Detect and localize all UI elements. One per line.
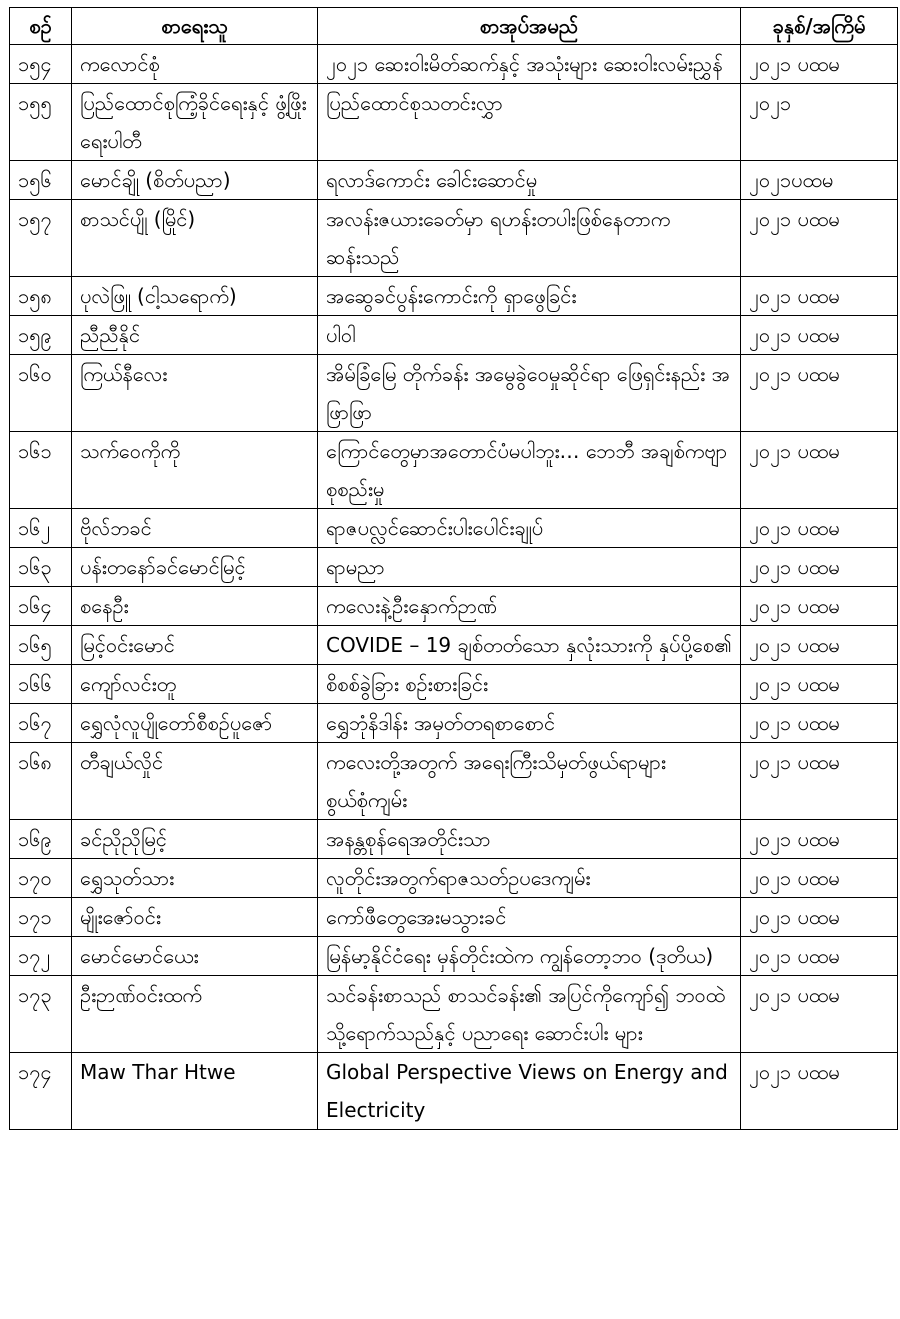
row-title: ပါဝါ — [318, 316, 741, 355]
row-number: ၁၅၅ — [10, 84, 72, 161]
row-author: မြင့်ဝင်းမောင် — [72, 626, 318, 665]
row-author: ပန်းတနော်ခင်မောင်မြင့် — [72, 548, 318, 587]
table-row — [10, 587, 898, 626]
row-edition: ၂၀၂၁ ပထမ — [741, 937, 898, 976]
row-author: Maw Thar Htwe — [72, 1053, 318, 1130]
row-edition: ၂၀၂၁ ပထမ — [741, 626, 898, 665]
row-author: တီချယ်လှိုင် — [72, 743, 318, 820]
row-author: ရွှေလုံလူပျိုတော်စီစဉ်ပူဇော် — [72, 704, 318, 743]
row-author: ပုလဲဖြူ (ငါ့သရောက်) — [72, 277, 318, 316]
row-edition: ၂၀၂၁ ပထမ — [741, 820, 898, 859]
table-row — [10, 704, 898, 743]
header-edition: ခုနှစ်/အကြိမ် — [741, 8, 898, 45]
table-row — [10, 316, 898, 355]
row-author: ဦးဉာဏ်ဝင်းထက် — [72, 976, 318, 1053]
row-number: ၁၇၂ — [10, 937, 72, 976]
table-row — [10, 626, 898, 665]
row-edition: ၂၀၂၁ ပထမ — [741, 277, 898, 316]
row-title: အိမ်ခြံမြေ တိုက်ခန်း အမွေခွဲဝေမှုဆိုင်ရာ ဖြေရှင်းနည်း အဖြာဖြာ — [318, 355, 741, 432]
row-title: ရာဇပလ္လင်ဆောင်းပါးပေါင်းချုပ် — [318, 509, 741, 548]
header-title: စာအုပ်အမည် — [318, 8, 741, 45]
row-edition: ၂၀၂၁ ပထမ — [741, 704, 898, 743]
table-row — [10, 1053, 898, 1130]
row-author: စနေဦး — [72, 587, 318, 626]
row-title: မြန်မာ့နိုင်ငံရေး မှန်တိုင်းထဲက ကျွန်တော့ဘဝ (ဒုတိယ) — [318, 937, 741, 976]
row-author: ခင်ညိုညိုမြင့် — [72, 820, 318, 859]
row-title: အနန္တစုန်ရေအတိုင်းသာ — [318, 820, 741, 859]
row-number: ၁၇၄ — [10, 1053, 72, 1130]
row-number: ၁၅၇ — [10, 200, 72, 277]
table-row — [10, 200, 898, 277]
row-number: ၁၆၀ — [10, 355, 72, 432]
row-number: ၁၆၉ — [10, 820, 72, 859]
row-title: ရာမညာ — [318, 548, 741, 587]
row-edition: ၂၀၂၁ ပထမ — [741, 509, 898, 548]
row-title: ပြည်ထောင်စုသတင်းလွှာ — [318, 84, 741, 161]
header-number: စဉ် — [10, 8, 72, 45]
row-author: ကြယ်နီလေး — [72, 355, 318, 432]
row-title: စိစစ်ခွဲခြား စဉ်းစားခြင်း — [318, 665, 741, 704]
row-number: ၁၇၀ — [10, 859, 72, 898]
row-edition: ၂၀၂၁ ပထမ — [741, 548, 898, 587]
table-row — [10, 743, 898, 820]
row-number: ၁၅၄ — [10, 45, 72, 84]
row-number: ၁၆၁ — [10, 432, 72, 509]
row-number: ၁၆၃ — [10, 548, 72, 587]
row-author: မျိုးဇော်ဝင်း — [72, 898, 318, 937]
table-row — [10, 509, 898, 548]
row-title: ကလေးတို့အတွက် အရေးကြီးသိမှတ်ဖွယ်ရာများ စွယ်စုံကျမ်း — [318, 743, 741, 820]
row-author: စာသင်ပျို (မြိုင်) — [72, 200, 318, 277]
row-title: ရွှေဘုံနိဒါန်း အမှတ်တရစာစောင် — [318, 704, 741, 743]
row-author: သက်ဝေကိုကို — [72, 432, 318, 509]
table-row — [10, 355, 898, 432]
row-edition: ၂၀၂၁ ပထမ — [741, 859, 898, 898]
row-author: ညီညီနိုင် — [72, 316, 318, 355]
table-row — [10, 432, 898, 509]
table-row — [10, 820, 898, 859]
row-author: ကလောင်စုံ — [72, 45, 318, 84]
row-edition: ၂၀၂၁ ပထမ — [741, 1053, 898, 1130]
row-title: ရလာဒ်ကောင်း ခေါင်းဆောင်မှု — [318, 161, 741, 200]
row-title: လူတိုင်းအတွက်ရာဇသတ်ဥပဒေကျမ်း — [318, 859, 741, 898]
row-title: COVIDE – 19 ချစ်တတ်သော နှလုံးသားကို နှပ်ပို့စေ၏ — [318, 626, 741, 665]
row-edition: ၂၀၂၁ ပထမ — [741, 432, 898, 509]
row-edition: ၂၀၂၁ ပထမ — [741, 587, 898, 626]
row-author: မောင်ချို (စိတ်ပညာ) — [72, 161, 318, 200]
row-edition: ၂၀၂၁ — [741, 84, 898, 161]
row-number: ၁၆၆ — [10, 665, 72, 704]
row-number: ၁၆၂ — [10, 509, 72, 548]
row-title: ကလေးနဲ့ဦးနှောက်ဉာဏ် — [318, 587, 741, 626]
book-list-table — [9, 7, 898, 1130]
table-row — [10, 45, 898, 84]
row-number: ၁၅၆ — [10, 161, 72, 200]
row-edition: ၂၀၂၁ ပထမ — [741, 316, 898, 355]
table-body — [10, 45, 898, 1130]
row-title: ကြောင်တွေမှာအတောင်ပံမပါဘူး… ဘေဘီ အချစ်ကဗျာစုစည်းမှု — [318, 432, 741, 509]
table-row — [10, 548, 898, 587]
row-title: အလန်းဇယားခေတ်မှာ ရဟန်းတပါးဖြစ်နေတာက ဆန်းသည် — [318, 200, 741, 277]
header-row — [10, 8, 898, 45]
row-title: ၂၀၂၁ ဆေးဝါးမိတ်ဆက်နှင့် အသုံးများ ဆေးဝါးလမ်းညွှန် — [318, 45, 741, 84]
table-row — [10, 277, 898, 316]
row-edition: ၂၀၂၁ ပထမ — [741, 45, 898, 84]
row-author: ဗိုလ်ဘခင် — [72, 509, 318, 548]
row-title: Global Perspective Views on Energy and Electricity — [318, 1053, 741, 1130]
row-number: ၁၆၅ — [10, 626, 72, 665]
row-author: ကျော်လင်းတူ — [72, 665, 318, 704]
row-number: ၁၅၈ — [10, 277, 72, 316]
row-number: ၁၅၉ — [10, 316, 72, 355]
table-row — [10, 898, 898, 937]
row-author: ပြည်ထောင်စုကြံ့ခိုင်ရေးနှင့် ဖွံ့ဖြိုးရေးပါတီ — [72, 84, 318, 161]
row-edition: ၂၀၂၁ ပထမ — [741, 976, 898, 1053]
row-author: မောင်မောင်ယေး — [72, 937, 318, 976]
header-author: စာရေးသူ — [72, 8, 318, 45]
table-row — [10, 976, 898, 1053]
table-row — [10, 937, 898, 976]
row-title: သင်ခန်းစာသည် စာသင်ခန်း၏ အပြင်ကိုကျော်၍ ဘဝထဲသို့ရောက်သည်နှင့် ပညာရေး ဆောင်းပါး များ — [318, 976, 741, 1053]
table-row — [10, 161, 898, 200]
row-edition: ၂၀၂၁ ပထမ — [741, 200, 898, 277]
row-author: ရွှေသုတ်သား — [72, 859, 318, 898]
row-title: ကော်ဖီတွေအေးမသွားခင် — [318, 898, 741, 937]
table-row — [10, 665, 898, 704]
table-row — [10, 84, 898, 161]
table-row — [10, 859, 898, 898]
row-edition: ၂၀၂၁ ပထမ — [741, 743, 898, 820]
row-number: ၁၆၈ — [10, 743, 72, 820]
row-number: ၁၇၁ — [10, 898, 72, 937]
row-number: ၁၆၇ — [10, 704, 72, 743]
row-edition: ၂၀၂၁ပထမ — [741, 161, 898, 200]
row-number: ၁၆၄ — [10, 587, 72, 626]
row-title: အဆွေခင်ပွန်းကောင်းကို ရှာဖွေခြင်း — [318, 277, 741, 316]
row-edition: ၂၀၂၁ ပထမ — [741, 898, 898, 937]
row-edition: ၂၀၂၁ ပထမ — [741, 355, 898, 432]
row-edition: ၂၀၂၁ ပထမ — [741, 665, 898, 704]
row-number: ၁၇၃ — [10, 976, 72, 1053]
